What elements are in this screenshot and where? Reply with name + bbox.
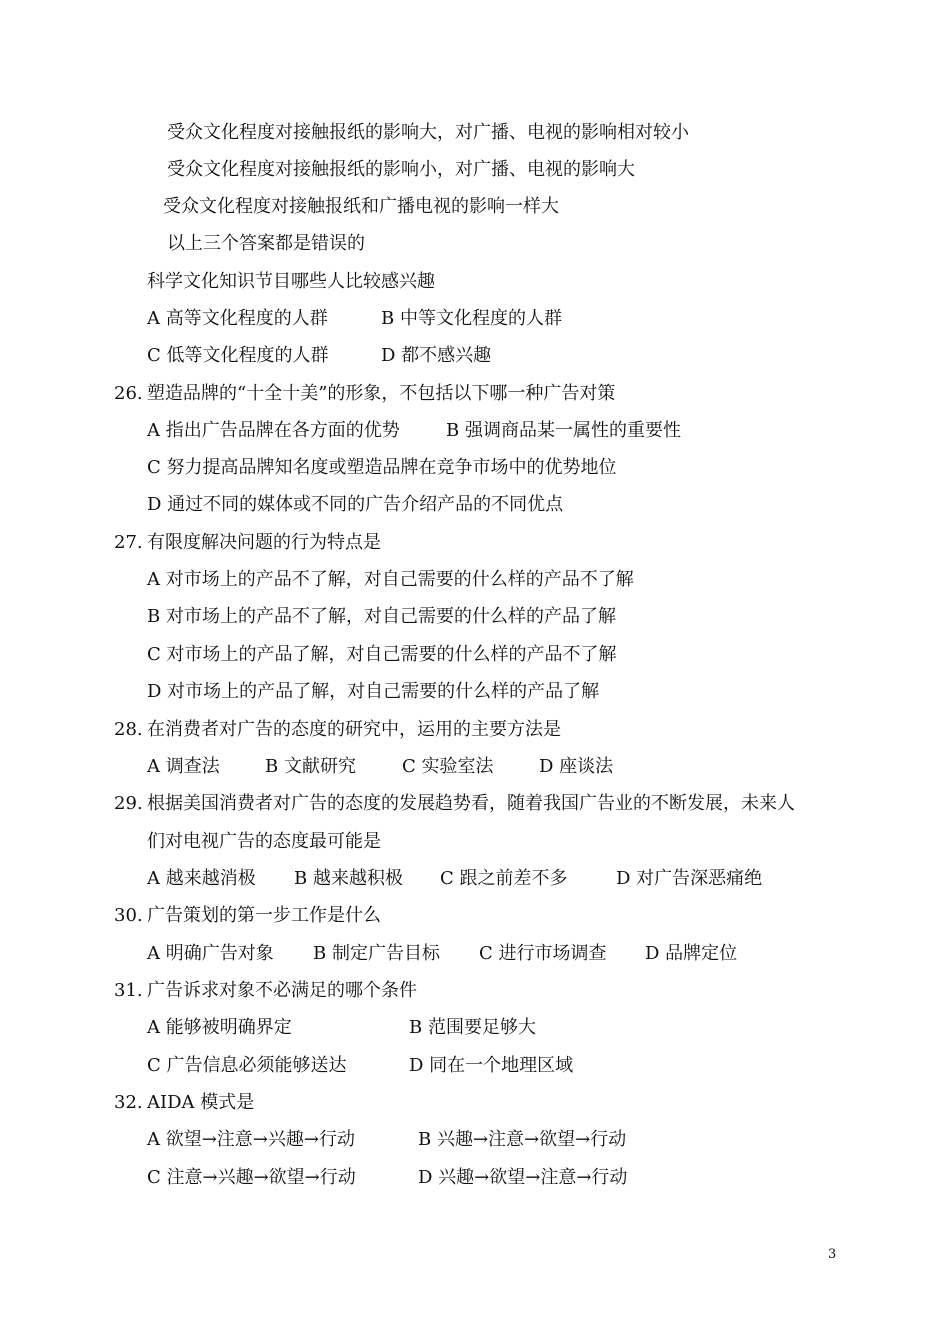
question-31-option-c: C 广告信息必须能够送达: [147, 1055, 347, 1076]
question-27-option-a: A 对市场上的产品不了解，对自己需要的什么样的产品不了解: [147, 569, 634, 590]
question-26-option-b: B 强调商品某一属性的重要性: [446, 420, 681, 441]
question-28-text: 在消费者对广告的态度的研究中，运用的主要方法是: [147, 719, 561, 740]
question-31-text: 广告诉求对象不必满足的哪个条件: [147, 980, 417, 1001]
prev-question-option-1: 受众文化程度对接触报纸的影响大，对广播、电视的影响相对较小: [167, 122, 689, 143]
question-28-option-d: D 座谈法: [539, 756, 614, 777]
question-29-number: 29.: [114, 793, 143, 814]
question-25-option-d: D 都不感兴趣: [381, 345, 492, 366]
question-28-number: 28.: [114, 719, 143, 740]
question-32-text: AIDA 模式是: [147, 1092, 255, 1113]
question-30-option-c: C 进行市场调查: [479, 943, 607, 964]
question-29-option-c: C 跟之前差不多: [440, 868, 568, 889]
question-29-text-line-1: 根据美国消费者对广告的态度的发展趋势看，随着我国广告业的不断发展，未来人: [147, 793, 795, 814]
question-27-option-d: D 对市场上的产品了解，对自己需要的什么样的产品了解: [147, 681, 600, 702]
question-26-option-d: D 通过不同的媒体或不同的广告介绍产品的不同优点: [147, 494, 564, 515]
question-25-option-c: C 低等文化程度的人群: [147, 345, 329, 366]
question-25-text: 科学文化知识节目哪些人比较感兴趣: [147, 271, 435, 292]
question-30-option-b: B 制定广告目标: [313, 943, 440, 964]
question-30-option-a: A 明确广告对象: [147, 943, 274, 964]
question-27-number: 27.: [114, 532, 143, 553]
question-25-option-a: A 高等文化程度的人群: [147, 308, 328, 329]
prev-question-option-3: 受众文化程度对接触报纸和广播电视的影响一样大: [163, 196, 559, 217]
question-32-option-d: D 兴趣→欲望→注意→行动: [418, 1167, 628, 1188]
question-26-text: 塑造品牌的“十全十美”的形象，不包括以下哪一种广告对策: [147, 383, 616, 404]
question-29-option-b: B 越来越积极: [294, 868, 403, 889]
question-26-option-c: C 努力提高品牌知名度或塑造品牌在竞争市场中的优势地位: [147, 457, 617, 478]
question-32-option-b: B 兴趣→注意→欲望→行动: [418, 1129, 627, 1150]
question-32-option-a: A 欲望→注意→兴趣→行动: [147, 1129, 355, 1150]
question-26-number: 26.: [114, 383, 143, 404]
question-29-text-line-2: 们对电视广告的态度最可能是: [147, 831, 381, 852]
question-26-option-a: A 指出广告品牌在各方面的优势: [147, 420, 400, 441]
question-27-option-b: B 对市场上的产品不了解，对自己需要的什么样的产品了解: [147, 606, 616, 627]
question-30-option-d: D 品牌定位: [645, 943, 738, 964]
question-29-option-d: D 对广告深恶痛绝: [616, 868, 763, 889]
question-30-number: 30.: [114, 905, 143, 926]
question-28-option-b: B 文献研究: [265, 756, 356, 777]
question-32-number: 32.: [114, 1092, 143, 1113]
question-31-option-a: A 能够被明确界定: [147, 1017, 292, 1038]
question-31-option-d: D 同在一个地理区域: [409, 1055, 574, 1076]
question-28-option-a: A 调查法: [147, 756, 220, 777]
question-30-text: 广告策划的第一步工作是什么: [147, 905, 381, 926]
question-31-number: 31.: [114, 980, 143, 1001]
prev-question-option-2: 受众文化程度对接触报纸的影响小，对广播、电视的影响大: [167, 159, 635, 180]
question-27-text: 有限度解决问题的行为特点是: [147, 532, 381, 553]
question-27-option-c: C 对市场上的产品了解，对自己需要的什么样的产品不了解: [147, 644, 617, 665]
page-number: 3: [828, 1247, 837, 1262]
question-28-option-c: C 实验室法: [402, 756, 494, 777]
prev-question-option-4: 以上三个答案都是错误的: [167, 233, 365, 254]
question-32-option-c: C 注意→兴趣→欲望→行动: [147, 1167, 356, 1188]
question-29-option-a: A 越来越消极: [147, 868, 256, 889]
question-31-option-b: B 范围要足够大: [409, 1017, 536, 1038]
question-25-option-b: B 中等文化程度的人群: [381, 308, 562, 329]
